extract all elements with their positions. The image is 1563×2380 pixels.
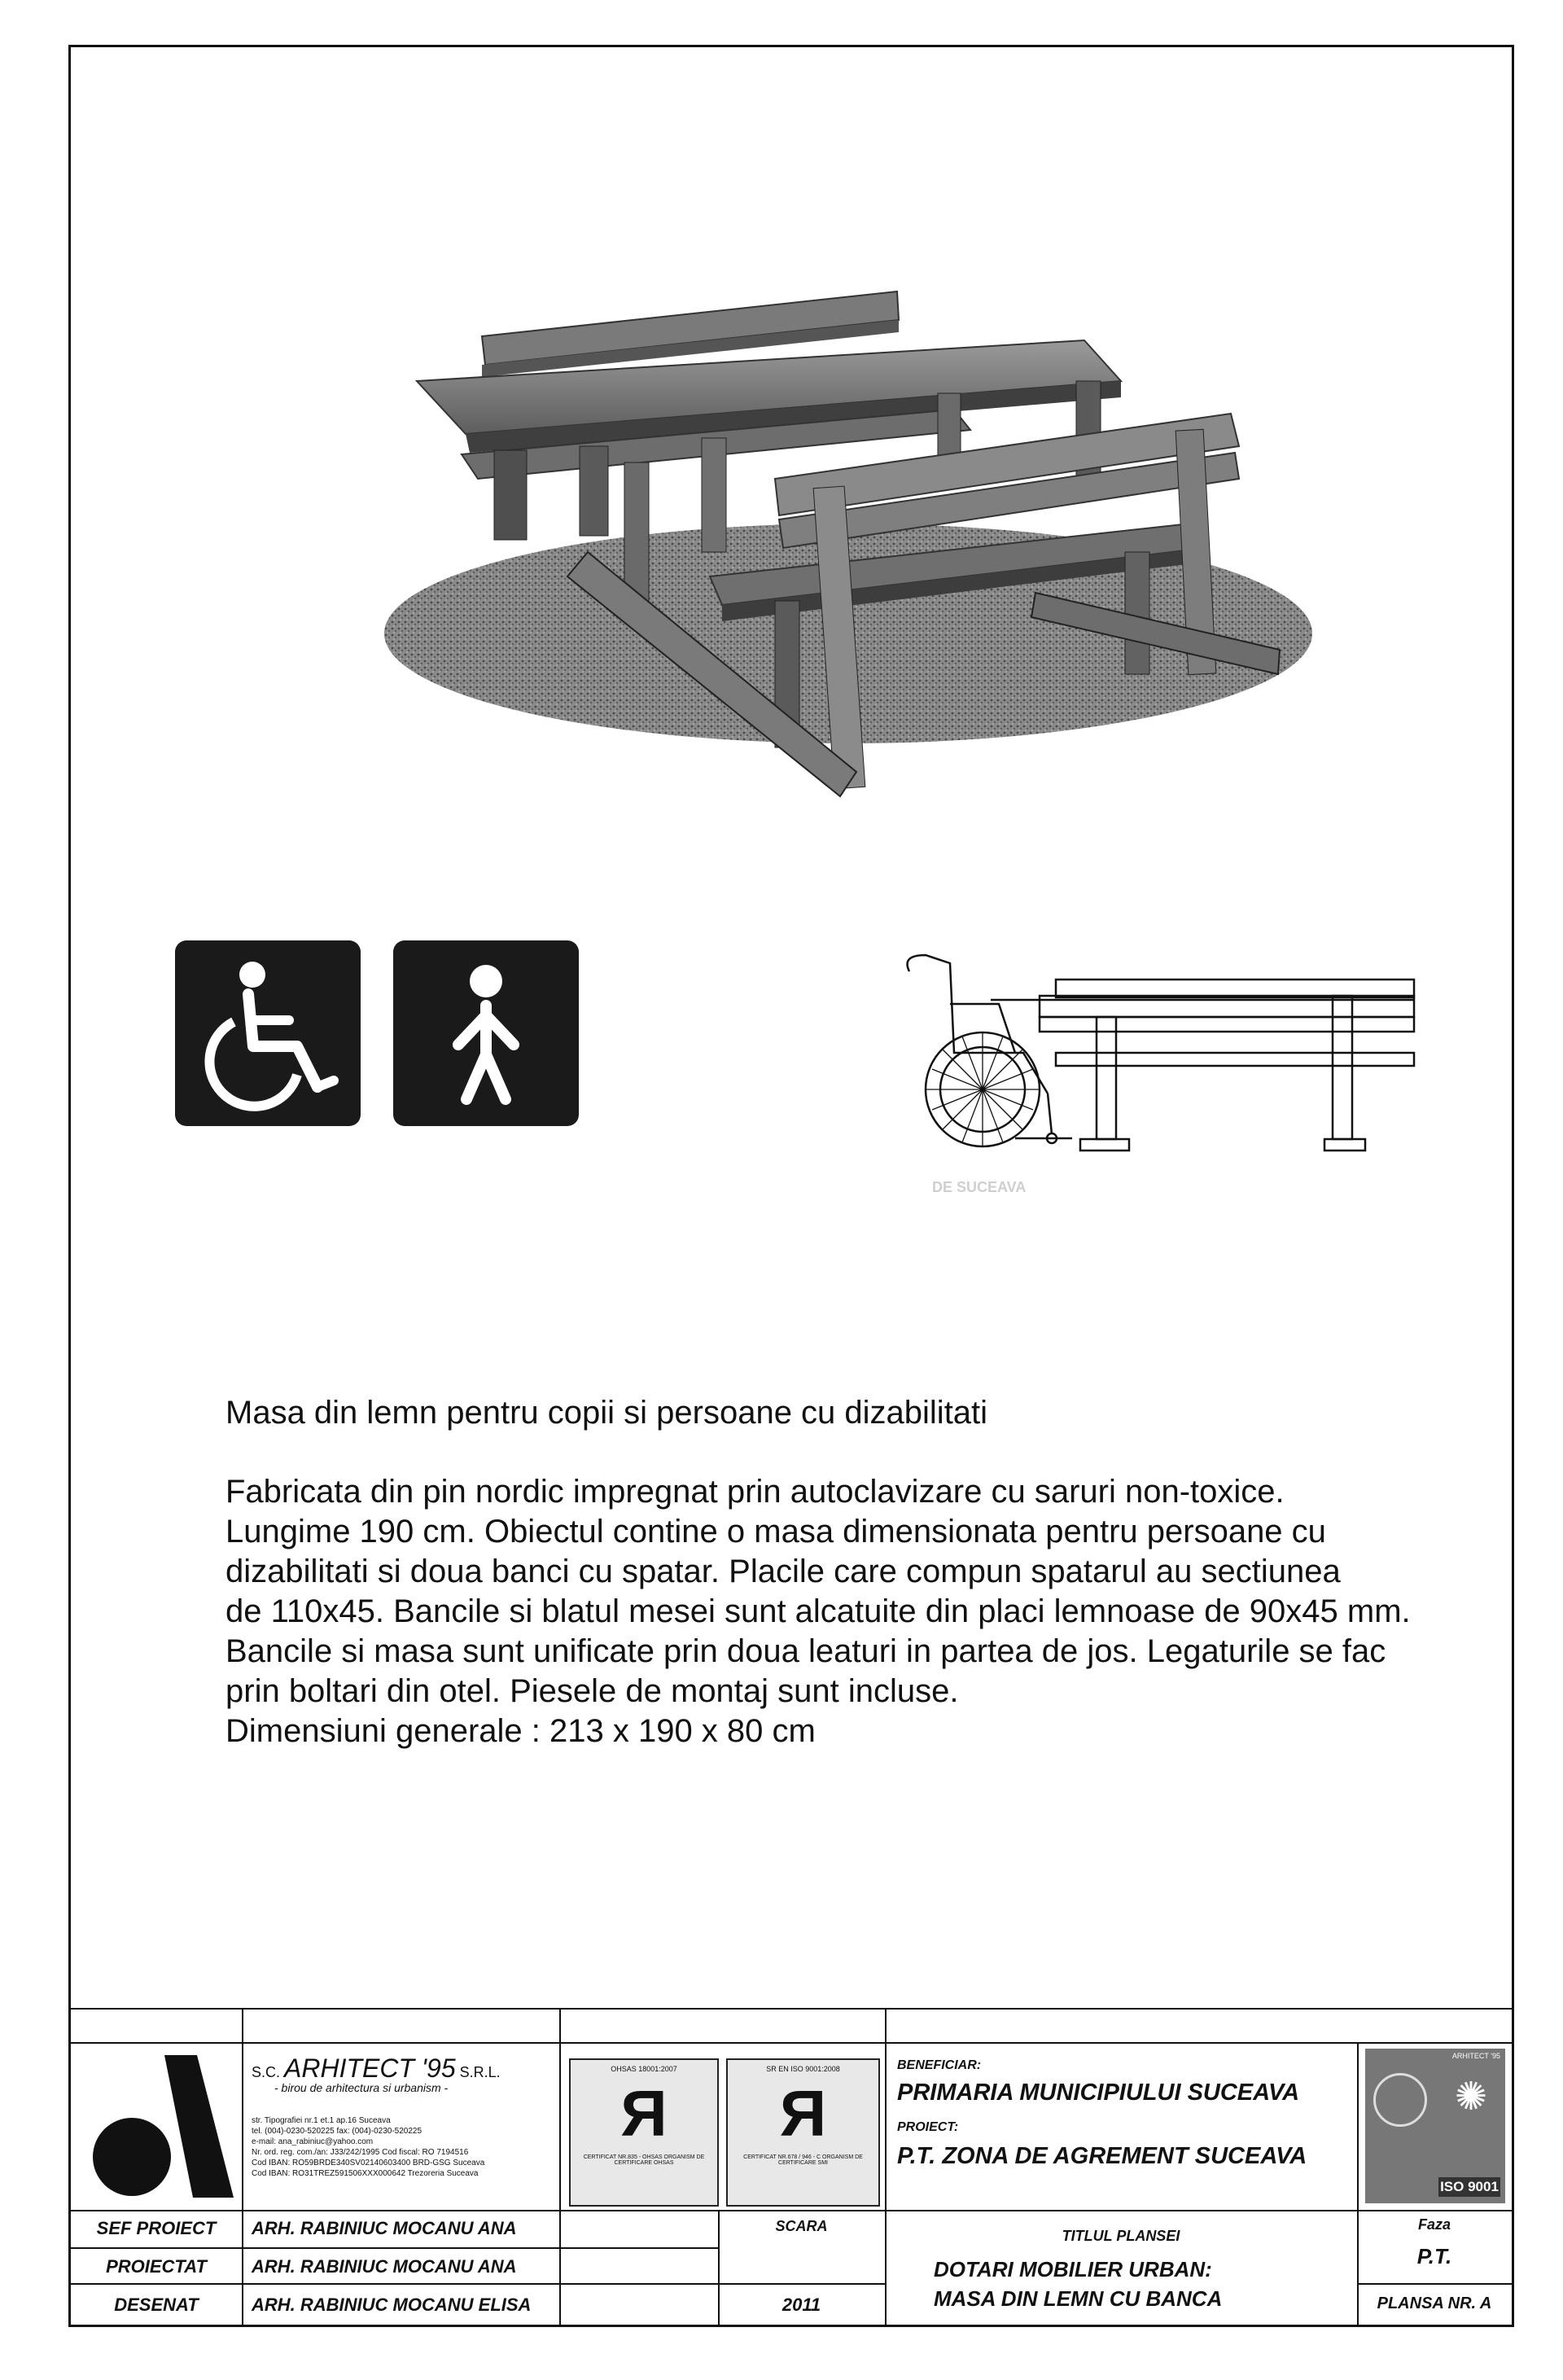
description-line: Lungime 190 cm. Obiectul contine o masa dimensionata pentru persoane cu xyxy=(225,1514,1326,1549)
faza-value: P.T. xyxy=(1416,2244,1452,2268)
plansa-number: PLANSA NR. A xyxy=(1377,2295,1492,2312)
firm-details: str. Tipografiei nr.1 et.1 ap.16 Suceava tel. (004)-0230-520225 fax: (004)-0230-520225 e-mail: ana_rabiniuc@yahoo.com Nr. ord. reg. com./an: J33/242/1995 Cod fiscal: RO 7194516 Cod IBAN: RO59BRDE340SV02140603400 BRD-GSG Suceava Cod IBAN: RO31TREZ591506XXX000642 Trezoreria Suceava xyxy=(252,2116,485,2178)
picnic-table-photo xyxy=(319,243,1377,829)
wheelchair-icon xyxy=(175,940,361,1126)
title-block xyxy=(71,2008,1512,2327)
wheelchair-table-drawing xyxy=(885,923,1438,1167)
role-label: DESENAT xyxy=(114,2295,199,2315)
architect95-logo xyxy=(87,2055,234,2202)
scara-label: SCARA xyxy=(775,2218,828,2234)
description-line: Fabricata din pin nordic impregnat prin autoclavizare cu saruri non-toxice. xyxy=(225,1474,1285,1510)
rk-mark-icon: Я xyxy=(779,2077,827,2150)
description-line: de 110x45. Bancile si blatul mesei sunt alcatuite din placi lemnoase de 90x45 mm. xyxy=(225,1593,1411,1629)
beneficiar-value: PRIMARIA MUNICIPIULUI SUCEAVA xyxy=(897,2080,1300,2106)
description-line: Dimensiuni generale : 213 x 190 x 80 cm xyxy=(225,1713,816,1749)
description-line: prin boltari din otel. Piesele de montaj sunt incluse. xyxy=(225,1673,959,1709)
beneficiar-label: BENEFICIAR: xyxy=(897,2058,982,2072)
cert-seal-icon xyxy=(1373,2073,1427,2127)
role-name: ARH. RABINIUC MOCANU ELISA xyxy=(252,2295,532,2315)
titlu-line2: MASA DIN LEMN CU BANCA xyxy=(934,2286,1223,2311)
gear-icon: ✺ xyxy=(1454,2075,1488,2119)
proiect-label: PROIECT: xyxy=(897,2120,959,2134)
watermark-text: DE SUCEAVA xyxy=(932,1179,1027,1195)
child-pedestrian-icon xyxy=(393,940,579,1126)
role-name: ARH. RABINIUC MOCANU ANA xyxy=(252,2256,517,2277)
wheelchair-sign xyxy=(175,940,361,1126)
role-label: SEF PROIECT xyxy=(96,2218,217,2238)
titlu-line1: DOTARI MOBILIER URBAN: xyxy=(934,2257,1212,2281)
year-value: 2011 xyxy=(782,2295,821,2315)
child-sign xyxy=(393,940,579,1126)
role-name: ARH. RABINIUC MOCANU ANA xyxy=(252,2218,517,2238)
drawing-sheet xyxy=(68,45,1514,2327)
iso-certificate: SR EN ISO 9001:2008 Я CERTIFICAT NR.678 / 946 - C ORGANISM DE CERTIFICARE SMI xyxy=(726,2058,880,2207)
firm-info: S.C. ARHITECT '95 S.R.L. xyxy=(252,2053,501,2083)
faza-label: Faza xyxy=(1417,2216,1451,2233)
iso-badge: ARHITECT '95 ✺ ISO 9001 xyxy=(1365,2049,1505,2203)
ohsas-certificate: OHSAS 18001:2007 Я CERTIFICAT NR.835 - OHSAS ORGANISM DE CERTIFICARE OHSAS xyxy=(569,2058,719,2207)
rk-mark-icon: Я xyxy=(620,2077,668,2150)
titlu-label: TITLUL PLANSEI xyxy=(1062,2228,1180,2244)
role-label: PROIECTAT xyxy=(106,2256,207,2277)
proiect-value: P.T. ZONA DE AGREMENT SUCEAVA xyxy=(897,2143,1307,2169)
description-line: Bancile si masa sunt unificate prin doua leaturi in partea de jos. Legaturile se fac xyxy=(225,1633,1386,1669)
product-description xyxy=(225,1472,1544,1751)
product-heading: Masa din lemn pentru copii si persoane cu dizabilitati xyxy=(225,1395,988,1431)
firm-name: ARHITECT '95 xyxy=(284,2053,456,2083)
firm-tagline: - birou de arhitectura si urbanism - xyxy=(274,2081,449,2094)
description-line: dizabilitati si doua banci cu spatar. Placile care compun spatarul au sectiunea xyxy=(225,1554,1341,1589)
